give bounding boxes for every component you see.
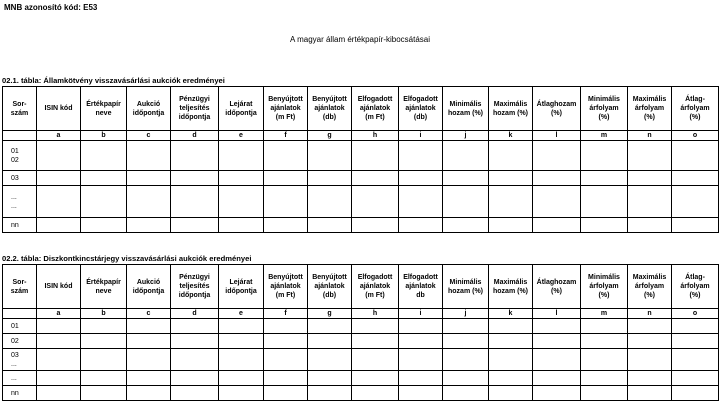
column-letter: c [127, 131, 171, 141]
data-cell [489, 371, 533, 386]
table-row [3, 186, 719, 218]
data-cell [171, 186, 219, 218]
column-header: Átlaghozam (%) [533, 265, 581, 309]
data-cell [672, 334, 719, 349]
column-header: Maximális árfolyam (%) [628, 87, 672, 131]
column-letter: c [127, 309, 171, 319]
data-cell [219, 386, 264, 401]
data-cell [171, 218, 219, 233]
data-cell [628, 186, 672, 218]
data-cell [81, 141, 127, 171]
row-label: nn [3, 386, 37, 401]
data-cell [264, 386, 308, 401]
data-cell [399, 171, 443, 186]
data-cell [308, 349, 352, 371]
data-cell [171, 371, 219, 386]
data-cell [352, 186, 399, 218]
data-cell [219, 319, 264, 334]
data-cell [672, 186, 719, 218]
data-cell [264, 371, 308, 386]
data-cell [219, 141, 264, 171]
data-cell [219, 371, 264, 386]
table2-caption: 02.2. tábla: Diszkontkincstárjegy visszavásárlási aukciók eredményei [2, 254, 252, 263]
column-letter: e [219, 309, 264, 319]
column-header: Értékpapír neve [81, 265, 127, 309]
data-cell [443, 218, 489, 233]
column-letter: e [219, 131, 264, 141]
data-cell [127, 349, 171, 371]
data-cell [171, 349, 219, 371]
data-cell [308, 171, 352, 186]
data-cell [443, 371, 489, 386]
column-letter: h [352, 131, 399, 141]
data-cell [264, 218, 308, 233]
data-cell [81, 349, 127, 371]
column-letter: d [171, 309, 219, 319]
data-cell [489, 141, 533, 171]
data-cell [219, 171, 264, 186]
data-cell [628, 386, 672, 401]
data-cell [308, 386, 352, 401]
data-cell [37, 386, 81, 401]
data-cell [399, 218, 443, 233]
column-letter: n [628, 131, 672, 141]
data-cell [37, 371, 81, 386]
data-cell [533, 218, 581, 233]
column-header: Lejárat időpontja [219, 87, 264, 131]
data-cell [489, 319, 533, 334]
table-row [3, 218, 719, 233]
data-cell [533, 386, 581, 401]
table1 [2, 86, 719, 233]
data-cell [127, 186, 171, 218]
data-cell [489, 349, 533, 371]
data-cell [533, 319, 581, 334]
column-letter: a [37, 131, 81, 141]
data-cell [672, 349, 719, 371]
column-header: Sor- szám [3, 87, 37, 131]
data-cell [352, 386, 399, 401]
column-header: Pénzügyi teljesítés időpontja [171, 265, 219, 309]
column-header: Minimális hozam (%) [443, 265, 489, 309]
data-cell [127, 141, 171, 171]
data-cell [581, 349, 628, 371]
data-cell [443, 186, 489, 218]
data-cell [672, 386, 719, 401]
data-cell [352, 171, 399, 186]
data-cell [37, 218, 81, 233]
data-cell [628, 319, 672, 334]
column-letter: f [264, 131, 308, 141]
data-cell [81, 334, 127, 349]
data-cell [581, 171, 628, 186]
data-cell [672, 319, 719, 334]
data-cell [533, 186, 581, 218]
column-letter: l [533, 131, 581, 141]
data-cell [219, 218, 264, 233]
data-cell [533, 349, 581, 371]
data-cell [264, 141, 308, 171]
column-header: Benyújtott ajánlatok (db) [308, 265, 352, 309]
data-cell [352, 141, 399, 171]
table-row [3, 371, 719, 386]
data-cell [81, 171, 127, 186]
data-cell [308, 186, 352, 218]
data-cell [352, 349, 399, 371]
row-label: ... ... [3, 186, 37, 218]
row-label: nn [3, 218, 37, 233]
data-cell [264, 349, 308, 371]
data-cell [443, 319, 489, 334]
column-letter: k [489, 309, 533, 319]
data-cell [489, 186, 533, 218]
row-label: 03 [3, 171, 37, 186]
column-letter: i [399, 309, 443, 319]
data-cell [171, 319, 219, 334]
column-header: Aukció időpontja [127, 265, 171, 309]
data-cell [308, 319, 352, 334]
data-cell [533, 171, 581, 186]
data-cell [37, 319, 81, 334]
table2-letter-row [3, 309, 719, 319]
column-header: Értékpapír neve [81, 87, 127, 131]
data-cell [264, 319, 308, 334]
data-cell [171, 334, 219, 349]
column-header: ISIN kód [37, 265, 81, 309]
column-letter: m [581, 131, 628, 141]
column-header: Maximális hozam (%) [489, 265, 533, 309]
table1-letter-row [3, 131, 719, 141]
column-header: Maximális árfolyam (%) [628, 265, 672, 309]
data-cell [443, 141, 489, 171]
column-letter: f [264, 309, 308, 319]
column-header: Elfogadott ajánlatok (db) [399, 87, 443, 131]
data-cell [37, 334, 81, 349]
data-cell [127, 171, 171, 186]
column-letter: o [672, 309, 719, 319]
data-cell [581, 218, 628, 233]
data-cell [628, 349, 672, 371]
data-cell [628, 371, 672, 386]
data-cell [352, 218, 399, 233]
column-letter: b [81, 131, 127, 141]
data-cell [533, 141, 581, 171]
data-cell [489, 386, 533, 401]
column-letter: b [81, 309, 127, 319]
form-code: MNB azonosító kód: E53 [4, 3, 98, 12]
column-letter: i [399, 131, 443, 141]
data-cell [171, 141, 219, 171]
column-letter: a [37, 309, 81, 319]
data-cell [81, 218, 127, 233]
table-row [3, 141, 719, 171]
data-cell [581, 319, 628, 334]
data-cell [127, 386, 171, 401]
data-cell [581, 371, 628, 386]
data-cell [171, 386, 219, 401]
column-header: Átlaghozam (%) [533, 87, 581, 131]
row-label: 01 [3, 319, 37, 334]
data-cell [127, 334, 171, 349]
data-cell [672, 171, 719, 186]
data-cell [443, 386, 489, 401]
column-header: Átlag- árfolyam (%) [672, 265, 719, 309]
data-cell [628, 218, 672, 233]
column-letter: k [489, 131, 533, 141]
column-header: Aukció időpontja [127, 87, 171, 131]
column-letter [3, 131, 37, 141]
data-cell [581, 334, 628, 349]
data-cell [37, 171, 81, 186]
column-header: Pénzügyi teljesítés időpontja [171, 87, 219, 131]
data-cell [308, 334, 352, 349]
column-header: Minimális hozam (%) [443, 87, 489, 131]
data-cell [672, 141, 719, 171]
data-cell [127, 371, 171, 386]
column-header: Minimális árfolyam (%) [581, 265, 628, 309]
column-header: Átlag- árfolyam (%) [672, 87, 719, 131]
data-cell [533, 371, 581, 386]
column-header: Elfogadott ajánlatok db [399, 265, 443, 309]
data-cell [399, 386, 443, 401]
column-header: Maximális hozam (%) [489, 87, 533, 131]
table2-header-row [3, 265, 719, 309]
data-cell [81, 186, 127, 218]
column-letter: l [533, 309, 581, 319]
column-letter: h [352, 309, 399, 319]
column-letter: g [308, 131, 352, 141]
data-cell [352, 334, 399, 349]
table-row [3, 349, 719, 371]
data-cell [399, 371, 443, 386]
data-cell [581, 386, 628, 401]
table2 [2, 264, 719, 401]
column-letter: d [171, 131, 219, 141]
table1-header-row [3, 87, 719, 131]
data-cell [443, 349, 489, 371]
data-cell [37, 141, 81, 171]
data-cell [264, 171, 308, 186]
data-cell [81, 319, 127, 334]
data-cell [264, 334, 308, 349]
data-cell [81, 386, 127, 401]
data-cell [533, 334, 581, 349]
data-cell [443, 171, 489, 186]
table-row [3, 171, 719, 186]
table-row [3, 334, 719, 349]
row-label: 02 [3, 334, 37, 349]
table1-caption: 02.1. tábla: Államkötvény visszavásárlási aukciók eredményei [2, 76, 225, 85]
data-cell [308, 141, 352, 171]
data-cell [489, 171, 533, 186]
column-letter: o [672, 131, 719, 141]
data-cell [399, 334, 443, 349]
row-label: 03 ... [3, 349, 37, 371]
table-row [3, 319, 719, 334]
row-label: ... [3, 371, 37, 386]
data-cell [171, 171, 219, 186]
data-cell [489, 218, 533, 233]
column-header: Elfogadott ajánlatok (m Ft) [352, 265, 399, 309]
data-cell [264, 186, 308, 218]
column-letter: n [628, 309, 672, 319]
data-cell [581, 186, 628, 218]
data-cell [219, 334, 264, 349]
column-letter: g [308, 309, 352, 319]
row-label: 01 02 [3, 141, 37, 171]
data-cell [489, 334, 533, 349]
data-cell [399, 141, 443, 171]
data-cell [37, 186, 81, 218]
data-cell [672, 371, 719, 386]
data-cell [352, 319, 399, 334]
data-cell [399, 349, 443, 371]
column-header: Benyújtott ajánlatok (m Ft) [264, 265, 308, 309]
data-cell [399, 319, 443, 334]
data-cell [628, 334, 672, 349]
data-cell [127, 319, 171, 334]
table-row [3, 386, 719, 401]
column-letter [3, 309, 37, 319]
column-header: Elfogadott ajánlatok (m Ft) [352, 87, 399, 131]
data-cell [352, 371, 399, 386]
column-header: Benyújtott ajánlatok (db) [308, 87, 352, 131]
column-letter: m [581, 309, 628, 319]
data-cell [127, 218, 171, 233]
data-cell [219, 349, 264, 371]
data-cell [628, 141, 672, 171]
data-cell [37, 349, 81, 371]
data-cell [81, 371, 127, 386]
column-letter: j [443, 131, 489, 141]
column-header: Lejárat időpontja [219, 265, 264, 309]
column-header: Benyújtott ajánlatok (m Ft) [264, 87, 308, 131]
column-letter: j [443, 309, 489, 319]
data-cell [308, 218, 352, 233]
column-header: Minimális árfolyam (%) [581, 87, 628, 131]
data-cell [581, 141, 628, 171]
page-title: A magyar állam értékpapír-kibocsátásai [289, 35, 431, 44]
data-cell [219, 186, 264, 218]
column-header: ISIN kód [37, 87, 81, 131]
column-header: Sor- szám [3, 265, 37, 309]
data-cell [443, 334, 489, 349]
data-cell [672, 218, 719, 233]
data-cell [399, 186, 443, 218]
data-cell [628, 171, 672, 186]
data-cell [308, 371, 352, 386]
